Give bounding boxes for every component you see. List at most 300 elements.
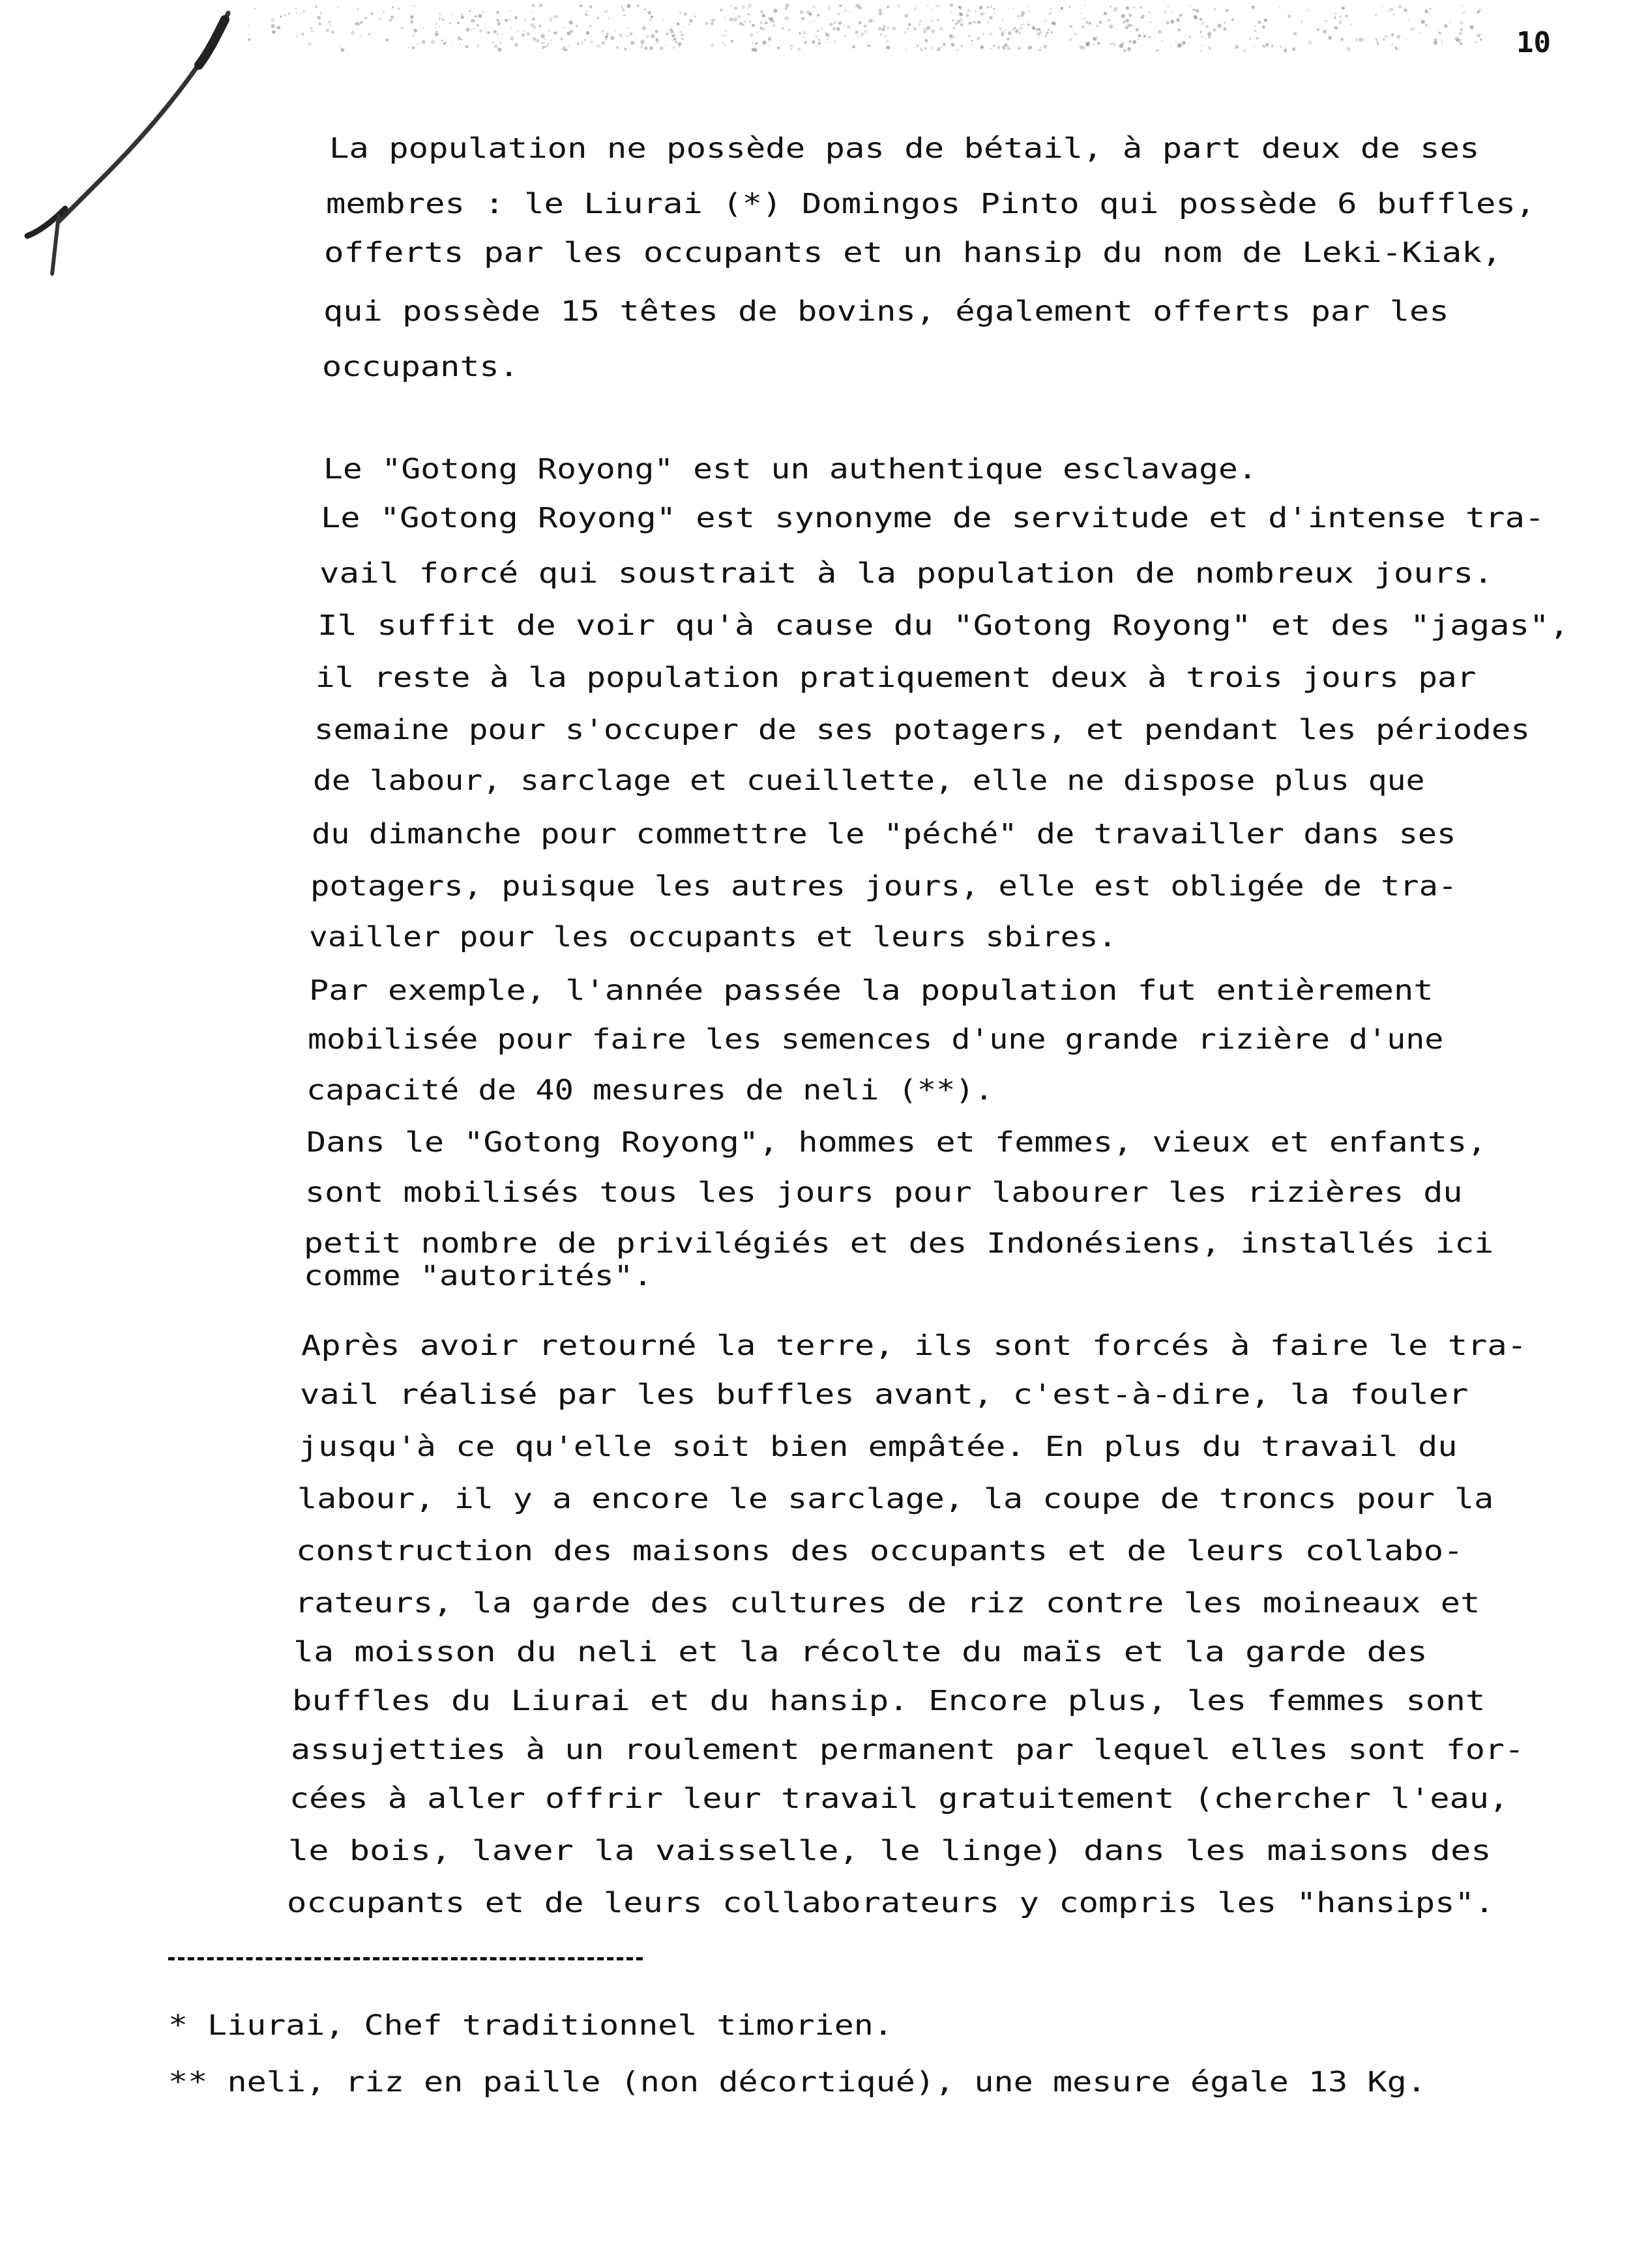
scan-speck (533, 26, 536, 29)
scan-speck (510, 36, 514, 40)
scan-speck (254, 8, 256, 10)
margin-pen-mark (13, 0, 248, 287)
scan-speck (689, 19, 693, 23)
scan-speck (812, 5, 816, 8)
scan-speck (1176, 47, 1178, 49)
scan-speck (1166, 21, 1169, 24)
scan-speck (1317, 29, 1319, 31)
scan-speck (1201, 22, 1205, 25)
scan-speck (390, 16, 394, 19)
scan-speck (720, 8, 722, 11)
scan-speck (602, 41, 606, 45)
scan-speck (1138, 35, 1141, 38)
scan-speck (952, 26, 956, 29)
scan-speck (1059, 48, 1061, 49)
scan-speck (789, 29, 791, 31)
scan-speck (1426, 24, 1428, 27)
scan-speck (1359, 38, 1362, 42)
scan-speck (924, 39, 928, 42)
scan-speck (1046, 31, 1049, 35)
scan-speck (817, 14, 820, 17)
scan-speck (1085, 42, 1089, 46)
scan-speck (1007, 38, 1010, 41)
scan-speck (623, 14, 625, 16)
scan-speck (688, 23, 690, 25)
scan-speck (674, 38, 677, 40)
scan-speck (408, 47, 409, 48)
scan-speck (651, 34, 655, 38)
scan-speck (644, 9, 646, 11)
scan-speck (302, 10, 306, 13)
scan-speck (548, 29, 551, 32)
scan-speck (937, 47, 941, 51)
scan-speck (1301, 20, 1303, 23)
scan-speck (1261, 44, 1264, 47)
scan-speck (1068, 38, 1072, 41)
scan-speck (450, 42, 452, 44)
scan-speck (1123, 49, 1126, 52)
scan-speck (738, 15, 741, 18)
scan-speck (679, 12, 681, 14)
scan-speck (1376, 40, 1378, 42)
scan-speck (1243, 49, 1246, 51)
scan-speck (990, 6, 992, 8)
scan-speck (587, 10, 589, 12)
scan-speck (879, 33, 882, 36)
scan-speck (1383, 38, 1385, 40)
scan-speck (1196, 9, 1199, 13)
scan-speck (295, 8, 297, 10)
scan-speck (459, 44, 460, 45)
scan-speck (1098, 21, 1102, 24)
scan-speck (605, 35, 608, 38)
scan-speck (1130, 23, 1133, 27)
scan-speck (1134, 7, 1136, 8)
scan-speck (1209, 49, 1211, 50)
scan-speck (680, 31, 683, 33)
scan-speck (446, 42, 447, 43)
scan-speck (1258, 21, 1261, 24)
scan-speck (1037, 36, 1038, 38)
scan-speck (1125, 27, 1128, 30)
scan-speck (1002, 46, 1004, 48)
scan-speck (360, 21, 363, 24)
scan-speck (642, 26, 646, 30)
scan-speck (503, 31, 505, 33)
scan-speck (436, 28, 437, 29)
scan-speck (497, 11, 499, 14)
scan-speck (1462, 12, 1465, 14)
scan-speck (812, 20, 814, 22)
scan-speck (760, 22, 763, 24)
scan-speck (673, 46, 675, 49)
scan-speck (472, 19, 475, 22)
scan-speck (958, 6, 960, 8)
scan-speck (905, 49, 907, 50)
scan-speck (1132, 40, 1136, 44)
scan-speck (1474, 40, 1477, 44)
scan-speck (465, 28, 469, 32)
scan-speck (370, 12, 373, 15)
scan-speck (1167, 5, 1169, 7)
scan-speck (1148, 11, 1151, 14)
scan-speck (1080, 46, 1083, 50)
scan-speck (724, 17, 726, 18)
scan-speck (734, 7, 738, 10)
scan-speck (924, 31, 926, 34)
scan-speck (1136, 28, 1139, 31)
scan-speck (1323, 29, 1327, 33)
scan-speck (1350, 23, 1351, 25)
text-line: vail réalisé par les buffles avant, c'est-à-dire, la fouler (300, 1378, 1469, 1411)
scan-speck (379, 17, 382, 20)
scan-speck (1080, 12, 1082, 14)
scan-speck (1408, 20, 1409, 21)
scan-speck (980, 46, 984, 50)
scan-speck (931, 47, 933, 49)
text-line: membres : le Liurai (*) Domingos Pinto qui possède 6 buffles, (326, 188, 1536, 220)
scan-speck (539, 25, 542, 27)
scan-speck (845, 36, 846, 37)
scan-speck (1115, 27, 1116, 29)
scan-speck (1110, 5, 1111, 7)
scan-speck (941, 46, 943, 48)
scan-speck (817, 30, 819, 32)
scan-speck (1140, 6, 1142, 8)
scan-speck (1043, 45, 1047, 49)
scan-speck (482, 12, 484, 13)
scan-speck (1201, 44, 1204, 47)
text-line: jusqu'à ce qu'elle soit bien empâtée. En plus du travail du (299, 1431, 1458, 1463)
scan-speck (1235, 45, 1238, 48)
scan-speck (1392, 13, 1394, 15)
scan-speck (679, 46, 681, 48)
scan-speck (569, 20, 573, 24)
scan-speck (868, 19, 872, 23)
scan-speck (705, 22, 708, 25)
scan-speck (570, 29, 574, 33)
scan-speck (517, 30, 520, 33)
scan-speck (492, 41, 494, 44)
scan-speck (568, 45, 570, 47)
scan-speck (1325, 20, 1327, 22)
scan-speck (439, 26, 441, 28)
scan-speck (1389, 8, 1393, 12)
scan-speck (950, 35, 954, 38)
scan-speck (752, 24, 755, 27)
scan-speck (1130, 31, 1132, 33)
scan-speck (864, 25, 867, 28)
scan-speck (861, 33, 864, 36)
text-line: mobilisée pour faire les semences d'une grande rizière d'une (308, 1023, 1444, 1056)
scan-speck (435, 23, 437, 25)
scan-speck (471, 29, 473, 31)
scan-speck (1039, 49, 1042, 51)
scan-speck (1083, 18, 1086, 20)
scan-speck (1460, 29, 1463, 31)
scan-speck (541, 34, 545, 38)
scan-speck (1395, 47, 1398, 50)
scan-speck (988, 22, 990, 23)
scan-speck (357, 8, 359, 10)
scan-speck (1218, 23, 1222, 27)
scan-speck (797, 48, 801, 51)
scan-speck (1397, 35, 1400, 38)
scan-speck (565, 49, 568, 51)
text-line: occupants et de leurs collaborateurs y compris les "hansips". (287, 1887, 1495, 1919)
scan-speck (637, 5, 640, 7)
scan-speck (1179, 14, 1182, 16)
scan-speck (743, 24, 744, 25)
scan-speck (675, 41, 677, 43)
scan-speck (1108, 20, 1110, 22)
scan-speck (1037, 32, 1040, 35)
scan-speck (1254, 30, 1257, 33)
scan-speck (670, 32, 671, 34)
scan-speck (271, 24, 275, 28)
scan-speck (435, 31, 438, 33)
scan-speck (990, 48, 992, 49)
scan-speck (1150, 22, 1151, 23)
scan-speck (806, 10, 810, 14)
scan-speck (748, 4, 752, 8)
scan-speck (1160, 33, 1161, 34)
scan-speck (621, 8, 625, 12)
scan-speck (940, 27, 943, 30)
scan-speck (606, 33, 609, 35)
scan-speck (917, 44, 919, 47)
scan-speck (617, 46, 619, 48)
scan-speck (319, 23, 321, 25)
page-number: 10 (1516, 26, 1551, 59)
scan-speck (1355, 38, 1359, 42)
scan-speck (769, 46, 771, 48)
scan-speck (967, 8, 971, 12)
text-line: occupants. (322, 351, 519, 383)
scan-speck (1068, 7, 1070, 8)
scan-speck (655, 30, 658, 33)
scan-speck (827, 38, 828, 40)
scan-speck (585, 13, 587, 16)
scan-speck (897, 4, 900, 7)
scan-speck (1459, 32, 1462, 35)
scan-speck (1051, 31, 1053, 33)
scan-speck (1334, 26, 1338, 30)
text-line: cées à aller offrir leur travail gratuitement (chercher l'eau, (289, 1782, 1509, 1815)
scan-speck (1125, 19, 1129, 23)
scan-speck (772, 24, 776, 27)
scan-speck (959, 12, 962, 16)
footnote-line: * Liurai, Chef traditionnel timorien. (168, 2009, 893, 2042)
scan-speck (1074, 33, 1077, 35)
scan-speck (590, 41, 593, 44)
scan-speck (815, 36, 817, 38)
scan-speck (850, 12, 851, 13)
scan-speck (852, 46, 855, 49)
scan-speck (277, 26, 281, 30)
scan-speck (989, 16, 993, 20)
scan-speck (887, 27, 890, 30)
scan-speck (410, 15, 414, 19)
scan-speck (990, 33, 992, 35)
scan-speck (576, 25, 578, 27)
scan-speck (509, 10, 511, 12)
scan-speck (311, 30, 314, 33)
scan-speck (1334, 16, 1336, 19)
scan-speck (1038, 28, 1040, 31)
text-line: assujetties à un roulement permanent par lequel elles sont for- (291, 1734, 1524, 1766)
scan-speck (1394, 46, 1396, 48)
scan-speck (626, 4, 630, 8)
scan-speck (772, 21, 774, 23)
scan-speck (1207, 35, 1211, 39)
text-line: offerts par les occupants et un hansip du nom de Leki-Kiak, (324, 237, 1502, 269)
scan-speck (1114, 7, 1118, 11)
scan-speck (383, 12, 384, 13)
scan-speck (326, 29, 329, 32)
scan-speck (832, 27, 835, 30)
scan-speck (864, 31, 867, 33)
scan-speck (973, 20, 976, 23)
scan-speck (1345, 14, 1348, 18)
scan-speck (550, 18, 551, 19)
scan-speck (744, 20, 746, 23)
scan-speck (1095, 37, 1097, 39)
scan-speck (272, 30, 276, 34)
scan-speck (383, 23, 384, 25)
scan-speck (671, 34, 675, 37)
scan-speck (829, 23, 832, 26)
scan-speck (1308, 9, 1310, 11)
scan-speck (786, 3, 789, 7)
scan-speck (457, 22, 460, 24)
scan-speck (301, 33, 304, 35)
scan-speck (1045, 35, 1047, 37)
scan-speck (834, 40, 836, 42)
scan-speck (547, 43, 549, 45)
scan-speck (1085, 5, 1086, 6)
scan-speck (596, 17, 599, 20)
text-line: capacité de 40 mesures de neli (**). (306, 1074, 993, 1107)
text-line: Dans le "Gotong Royong", hommes et femmes, vieux et enfants, (306, 1126, 1487, 1159)
scan-speck (1224, 22, 1226, 23)
scan-speck (671, 30, 673, 33)
scan-speck (649, 46, 653, 50)
scan-speck (1430, 8, 1432, 10)
scan-speck (1293, 32, 1297, 36)
scan-speck (1360, 11, 1361, 12)
scan-speck (442, 42, 444, 44)
scan-speck (784, 16, 788, 20)
scan-speck (943, 43, 946, 46)
scan-speck (994, 12, 995, 14)
scan-speck (1093, 44, 1095, 46)
scan-speck (1194, 16, 1198, 20)
scan-speck (647, 11, 651, 15)
scan-speck (329, 24, 331, 26)
scan-speck (838, 22, 842, 25)
scan-speck (923, 28, 926, 31)
scan-speck (684, 13, 687, 16)
scan-speck (1048, 29, 1050, 31)
scan-speck (477, 24, 479, 27)
scan-speck (1141, 16, 1143, 19)
text-line: le bois, laver la vaisselle, le linge) dans les maisons des (288, 1835, 1492, 1867)
scan-speck (271, 18, 275, 22)
scan-speck (993, 8, 995, 10)
scan-speck (545, 46, 548, 48)
scan-speck (1089, 22, 1092, 25)
scan-speck (580, 5, 582, 7)
scan-speck (1189, 36, 1191, 38)
scan-speck (280, 16, 282, 18)
scan-speck (1363, 39, 1365, 41)
scan-speck (484, 28, 486, 29)
scan-speck (1017, 28, 1018, 29)
scan-speck (524, 19, 525, 20)
scan-speck (1460, 42, 1463, 46)
scan-speck (1176, 44, 1177, 45)
scan-speck (785, 7, 788, 10)
scan-speck (398, 8, 400, 10)
scan-speck (529, 45, 531, 46)
scan-speck (1049, 12, 1052, 15)
scan-speck (537, 39, 540, 42)
scan-speck (1376, 38, 1377, 40)
scan-speck (926, 26, 930, 30)
scan-speck (505, 19, 508, 22)
scan-speck (439, 12, 441, 15)
scan-speck (810, 22, 811, 23)
scan-speck (1028, 24, 1030, 26)
scan-speck (844, 9, 847, 12)
text-line: du dimanche pour commettre le "péché" de travailler dans ses (312, 818, 1456, 850)
scan-speck (351, 31, 355, 35)
scan-speck (666, 33, 668, 35)
scan-speck (920, 48, 924, 52)
scan-speck (1126, 7, 1129, 10)
scan-speck (465, 45, 469, 48)
scan-speck (449, 23, 450, 24)
scan-speck (1438, 31, 1439, 32)
scan-speck (543, 42, 545, 44)
scan-speck (1213, 28, 1216, 32)
scan-speck (977, 21, 980, 24)
scan-speck (1009, 48, 1011, 50)
scan-speck (930, 9, 932, 10)
scan-speck (1127, 47, 1131, 51)
scan-speck (1015, 30, 1018, 33)
scan-speck (1029, 10, 1031, 12)
scan-speck (1254, 25, 1256, 27)
text-line: vailler pour les occupants et leurs sbires. (309, 921, 1117, 953)
scan-speck (315, 6, 317, 8)
scan-speck (1340, 38, 1344, 41)
scan-speck (868, 44, 870, 47)
scan-speck (647, 35, 649, 37)
scan-speck (1177, 19, 1180, 22)
scan-speck (739, 22, 743, 25)
scan-speck (1019, 32, 1021, 34)
scan-speck (422, 40, 426, 44)
text-line: Le "Gotong Royong" est un authentique esclavage. (323, 453, 1258, 486)
scan-speck (533, 37, 537, 41)
scan-speck (651, 16, 653, 18)
scan-speck (1254, 46, 1256, 48)
scan-speck (748, 14, 750, 16)
scan-speck (1265, 43, 1269, 46)
scan-speck (550, 19, 552, 22)
